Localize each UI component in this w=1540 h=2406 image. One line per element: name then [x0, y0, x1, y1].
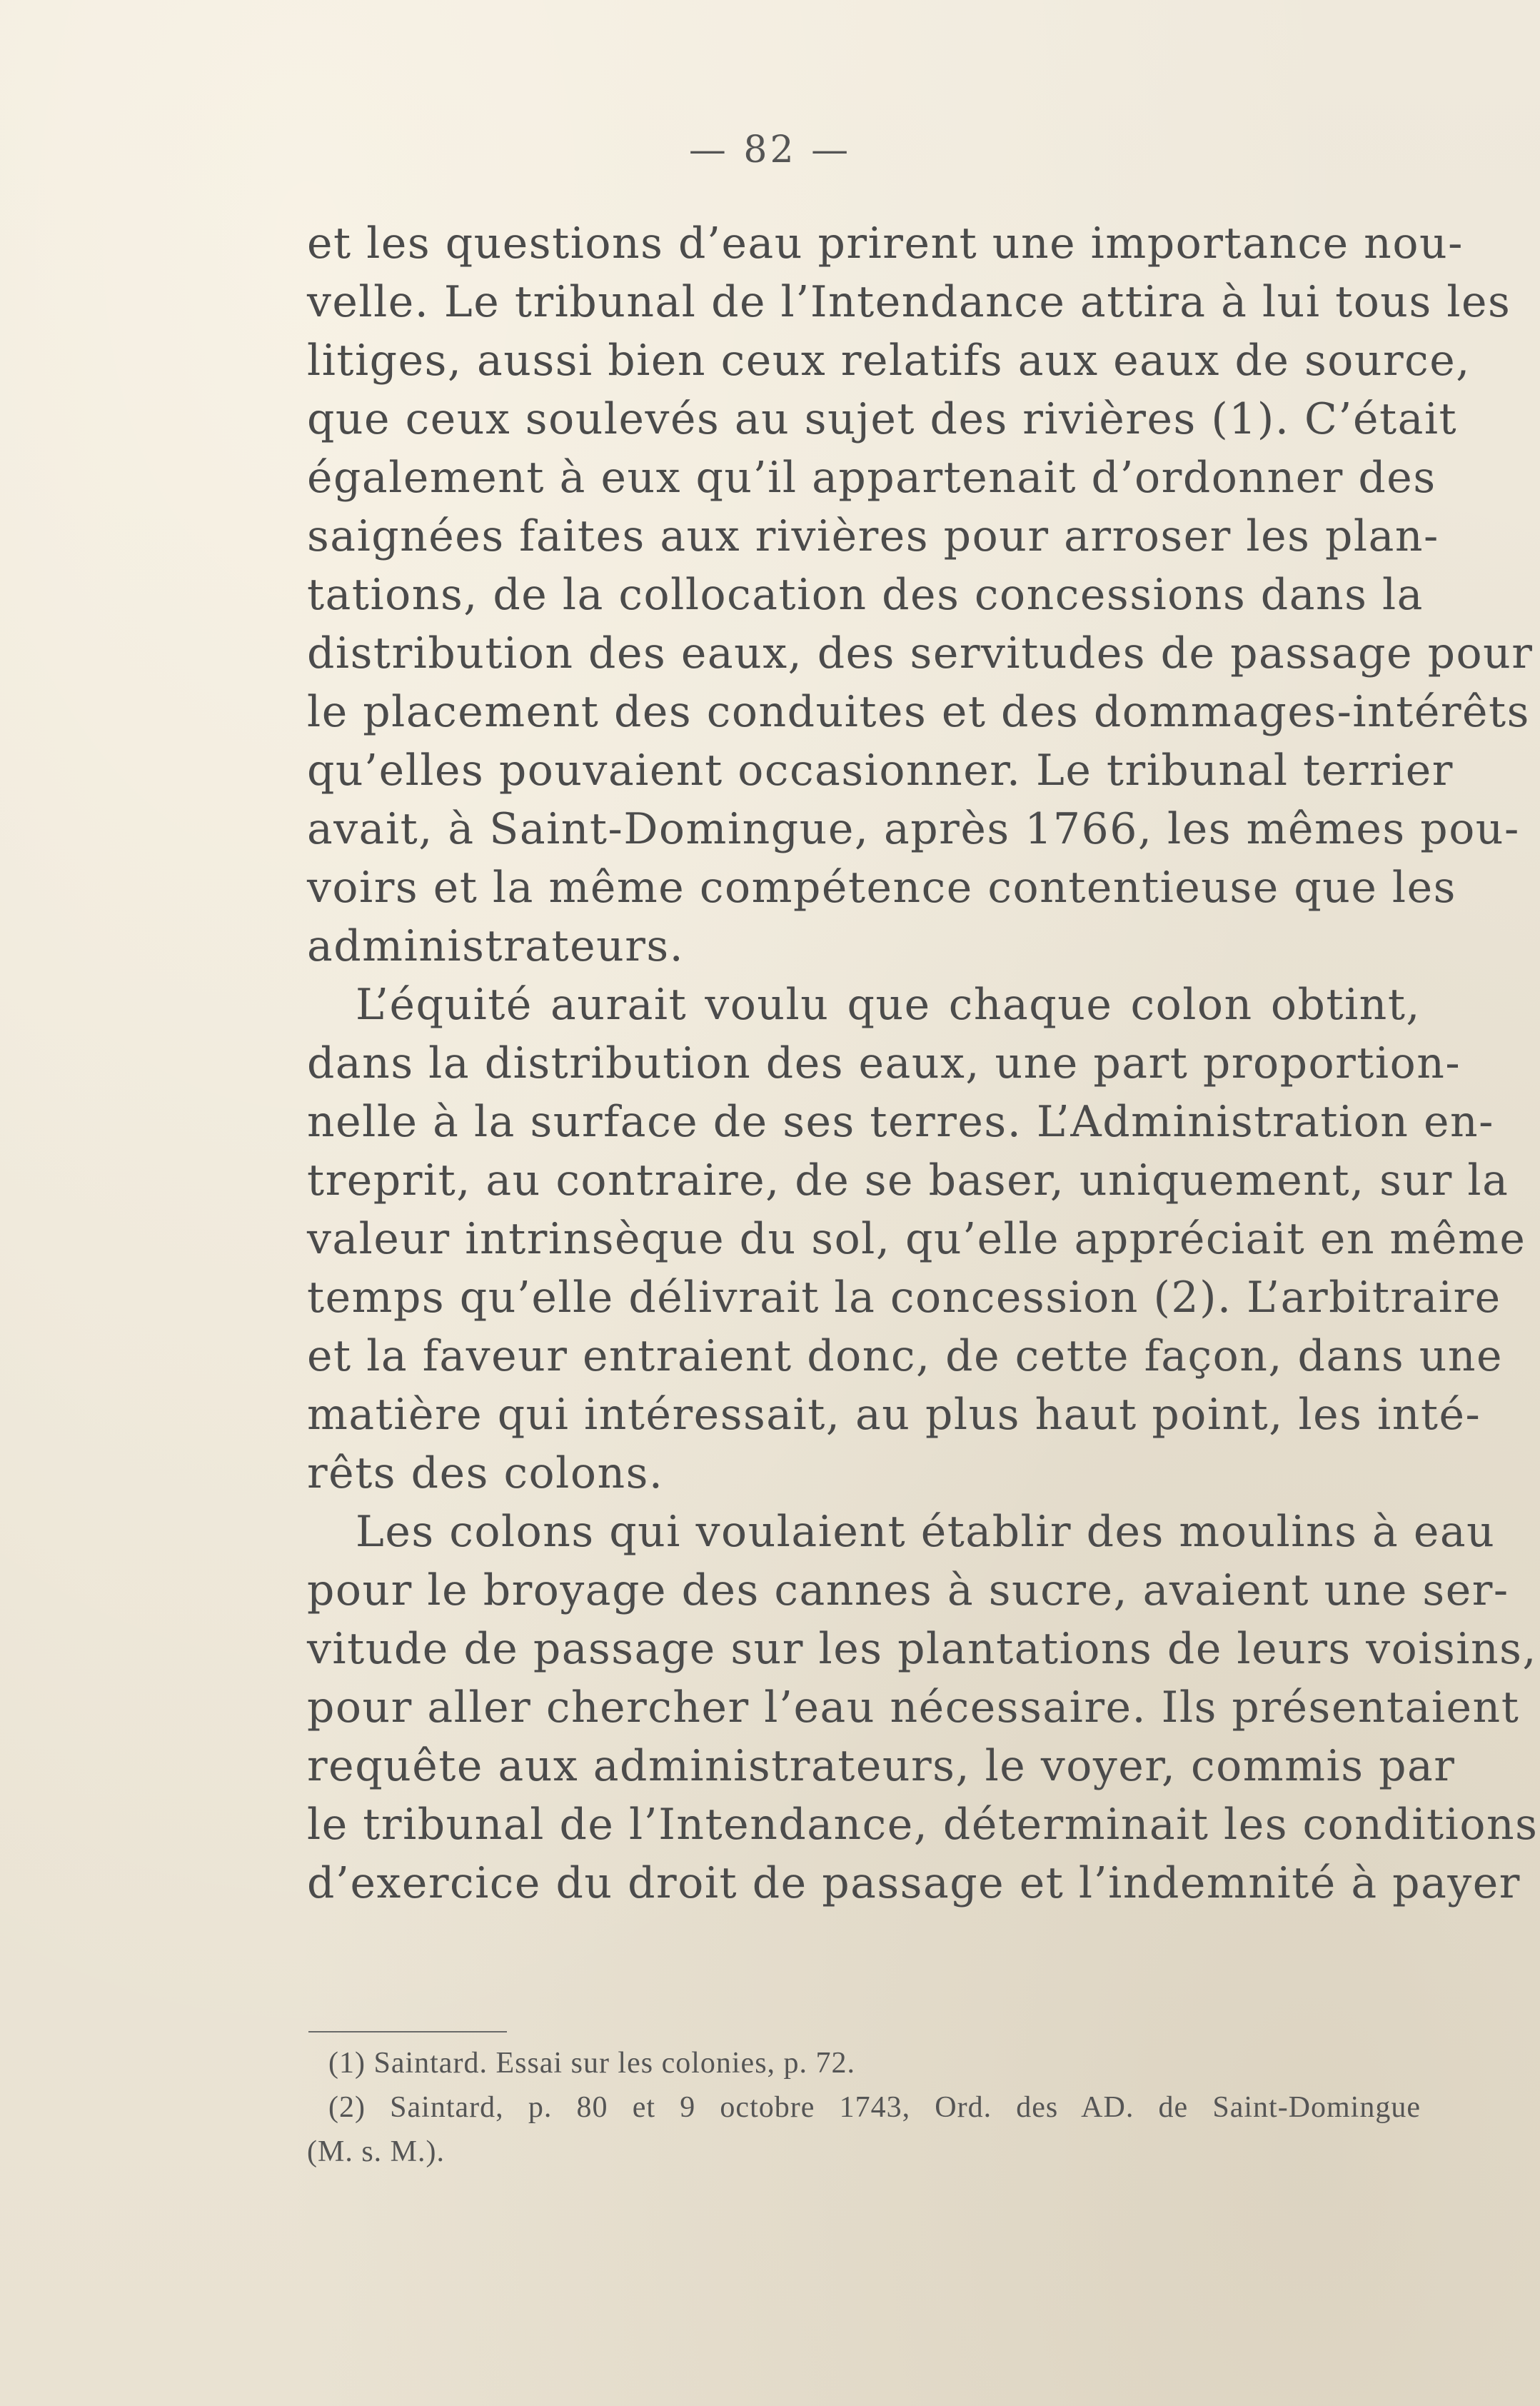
text-line: et la faveur entraient donc, de cette façon, dans une	[307, 1331, 1504, 1381]
text-line: saignées faites aux rivières pour arroser les plan-	[307, 511, 1439, 561]
footnote-2-continuation: (M. s. M.).	[307, 2135, 446, 2168]
text-line: matière qui intéressait, au plus haut point, les inté-	[307, 1390, 1481, 1440]
footnotes	[307, 2041, 1421, 2174]
text-line: rêts des colons.	[307, 1448, 664, 1498]
text-line: requête aux administrateurs, le voyer, commis par	[307, 1741, 1456, 1791]
text-line: avait, à Saint-Domingue, après 1766, les mêmes pou-	[307, 804, 1520, 854]
text-line: d’exercice du droit de passage et l’indemnité à payer	[307, 1858, 1521, 1908]
text-line: pour le broyage des cannes à sucre, avaient une ser-	[307, 1565, 1509, 1615]
footnote-divider	[308, 2031, 507, 2032]
paragraph-first-line: L’équité aurait voulu que chaque colon obtint,	[356, 980, 1421, 1030]
text-line: le placement des conduites et des dommages-intérêts	[307, 687, 1530, 737]
text-line: voirs et la même compétence contentieuse que les	[307, 863, 1456, 913]
text-line: treprit, au contraire, de se baser, uniquement, sur la	[307, 1156, 1509, 1205]
text-line: nelle à la surface de ses terres. L’Administration en-	[307, 1097, 1494, 1147]
text-line: velle. Le tribunal de l’Intendance attira à lui tous les	[307, 277, 1511, 327]
text-line: tations, de la collocation des concessions dans la	[307, 570, 1424, 620]
page-number: — 82 —	[688, 129, 852, 171]
body-text	[307, 214, 1539, 1913]
text-line: le tribunal de l’Intendance, déterminait les conditions	[307, 1800, 1539, 1850]
paragraph-first-line: Les colons qui voulaient établir des moulins à eau	[356, 1507, 1496, 1557]
text-line: qu’elles pouvaient occasionner. Le tribunal terrier	[307, 746, 1454, 796]
text-line: pour aller chercher l’eau nécessaire. Ils présentaient	[307, 1683, 1520, 1733]
text-line: litiges, aussi bien ceux relatifs aux eaux de source,	[307, 336, 1471, 386]
text-line: et les questions d’eau prirent une importance nou-	[307, 219, 1464, 269]
text-line: temps qu’elle délivrait la concession (2). L’arbitraire	[307, 1273, 1501, 1323]
text-line: valeur intrinsèque du sol, qu’elle appréciait en même	[307, 1214, 1526, 1264]
text-line: que ceux soulevés au sujet des rivières (1). C’était	[307, 394, 1458, 444]
text-line: vitude de passage sur les plantations de leurs voisins,	[307, 1624, 1537, 1674]
text-line: distribution des eaux, des servitudes de passage pour	[307, 628, 1534, 678]
footnote-2: (2) Saintard, p. 80 et 9 octobre 1743, Ord. des AD. de Saint-Domingue	[328, 2091, 1421, 2124]
text-line: également à eux qu’il appartenait d’ordonner des	[307, 453, 1436, 503]
footnote-1: (1) Saintard. Essai sur les colonies, p. 72.	[328, 2047, 856, 2080]
text-line: dans la distribution des eaux, une part proportion-	[307, 1038, 1461, 1088]
text-line: administrateurs.	[307, 921, 685, 971]
